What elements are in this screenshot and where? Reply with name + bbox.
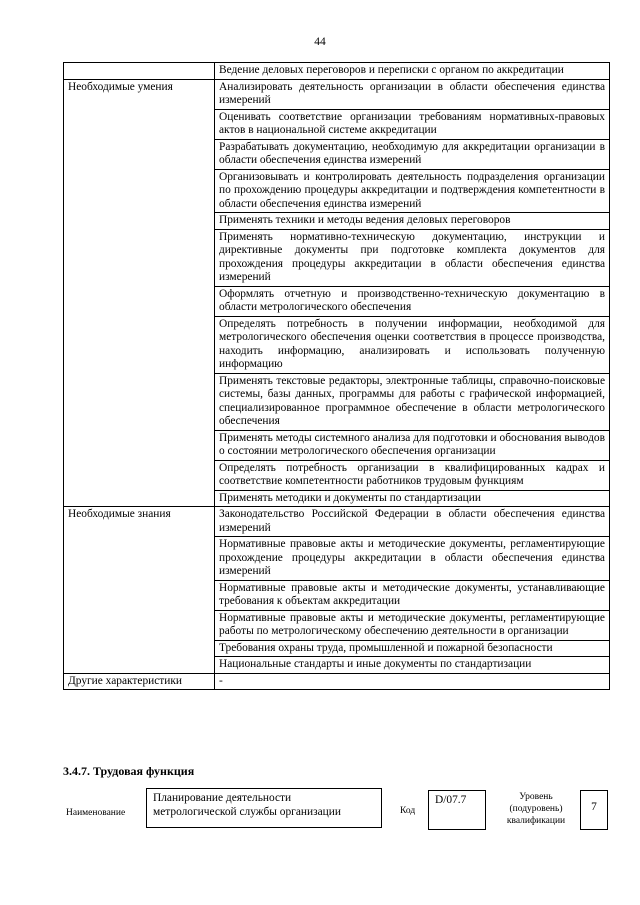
row-value: Анализировать деятельность организации в области обеспечения единства измерений — [215, 79, 610, 109]
row-value: Оценивать соответствие организации требованиям нормативных-правовых актов в национальной системе аккредитации — [215, 109, 610, 139]
row-value: Ведение деловых переговоров и переписки с органом по аккредитации — [215, 63, 610, 80]
row-value: Применять нормативно-техническую документацию, инструкции и директивные документы при подготовке комплекта документов для прохождения процедуры аккредитации в области обеспечения единства измерений — [215, 229, 610, 286]
row-value: Нормативные правовые акты и методические документы, регламентирующие прохождение процедуры аккредитации в области обеспечения единства измерений — [215, 537, 610, 581]
name-label: Наименование — [66, 808, 126, 818]
row-value: Оформлять отчетную и производственно-техническую документацию в области метрологического обеспечения — [215, 286, 610, 316]
function-code-box: D/07.7 — [428, 790, 486, 830]
qualification-level-label: Уровень (подуровень) квалификации — [506, 792, 566, 826]
table-row — [64, 63, 610, 80]
row-value: Применять техники и методы ведения деловых переговоров — [215, 213, 610, 230]
row-value: Национальные стандарты и иные документы по стандартизации — [215, 657, 610, 674]
code-label: Код — [400, 806, 416, 816]
row-value: - — [215, 673, 610, 690]
section-heading: 3.4.7. Трудовая функция — [63, 764, 195, 778]
page-number: 44 — [314, 36, 326, 48]
table-row — [64, 79, 610, 109]
row-value: Определять потребность организации в квалифицированных кадрах и соответствие компетентности работников трудовым функциям — [215, 460, 610, 490]
row-label: Необходимые умения — [64, 79, 215, 507]
row-value: Требования охраны труда, промышленной и пожарной безопасности — [215, 640, 610, 657]
row-value: Нормативные правовые акты и методические документы, устанавливающие требования к объектам аккредитации — [215, 580, 610, 610]
row-label: Необходимые знания — [64, 507, 215, 674]
row-value: Законодательство Российской Федерации в области обеспечения единства измерений — [215, 507, 610, 537]
row-value: Организовывать и контролировать деятельность подразделения организации по прохождению процедуры аккредитации и подтверждения компетентности в области обеспечения единства измерений — [215, 169, 610, 213]
row-value: Применять методы системного анализа для подготовки и обоснования выводов о состоянии метрологического обеспечения организации — [215, 430, 610, 460]
table-row — [64, 507, 610, 537]
row-label: Другие характеристики — [64, 673, 215, 690]
row-value: Применять текстовые редакторы, электронные таблицы, справочно-поисковые системы, базы данных, программы для работы с графической информацией, специализированное программное обеспечение в области метрологического обеспечения — [215, 373, 610, 430]
row-value: Определять потребность в получении информации, необходимой для метрологического обеспечения оценки соответствия в процессе производства, находить информацию, анализировать и использовать полученную информацию — [215, 316, 610, 373]
labor-function-table — [63, 62, 610, 690]
row-value: Разрабатывать документацию, необходимую для аккредитации организации в области обеспечения единства измерений — [215, 139, 610, 169]
qualification-level-box: 7 — [580, 790, 608, 830]
function-name-box: Планирование деятельности метрологической службы организации — [146, 788, 382, 828]
table-row — [64, 673, 610, 690]
row-label — [64, 63, 215, 80]
row-value: Применять методики и документы по стандартизации — [215, 490, 610, 507]
row-value: Нормативные правовые акты и методические документы, регламентирующие работы по метрологическому обеспечению деятельности в организации — [215, 610, 610, 640]
